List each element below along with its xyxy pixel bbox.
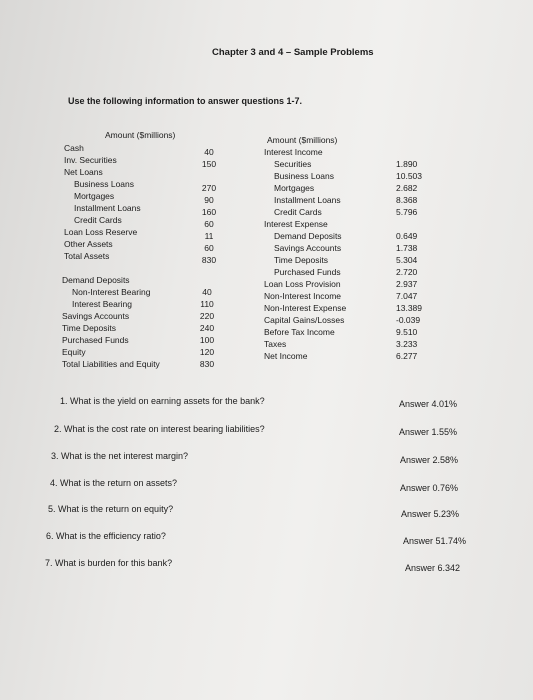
asset-label: Other Assets [64,239,113,249]
income-label: Net Income [264,351,308,361]
asset-value: 11 [204,231,214,241]
asset-value: 40 [204,147,214,157]
income-value: 6.277 [396,351,418,361]
page-title: Chapter 3 and 4 – Sample Problems [212,47,374,58]
income-value: 10.503 [396,171,422,181]
asset-label: Business Loans [74,179,135,189]
income-values [396,146,422,362]
liability-value: 110 [200,299,214,309]
answer-6: Answer 51.74% [403,536,467,546]
answer-3: Answer 2.58% [400,455,459,465]
income-label: Interest Expense [264,219,328,229]
question-1: 1. What is the yield on earning assets for the bank? [60,396,265,406]
income-value: 8.368 [396,195,418,205]
asset-label: Inv. Securities [64,155,117,165]
income-value [396,218,422,230]
income-label: Time Deposits [274,255,329,265]
liability-value [194,274,220,286]
asset-label: Loan Loss Reserve [64,227,138,237]
asset-value [196,170,222,182]
asset-value: 60 [204,219,214,229]
asset-value: 60 [204,243,214,253]
asset-value: 830 [201,255,217,265]
income-label: Securities [274,159,312,169]
assets-values [196,146,222,266]
liability-value: 40 [202,287,212,297]
liability-label: Non-Interest Bearing [72,287,151,297]
asset-label: Cash [64,143,84,153]
asset-value: 160 [201,207,217,217]
instructions: Use the following information to answer questions 1-7. [68,96,303,106]
income-label: Purchased Funds [274,267,341,277]
income-value: 3.233 [396,339,418,349]
asset-value: 90 [204,195,214,205]
income-label: Non-Interest Expense [264,303,347,313]
income-value: -0.039 [396,315,421,325]
income-value: 5.796 [396,207,418,217]
answer-1: Answer 4.01% [399,399,458,409]
asset-label: Installment Loans [74,203,141,213]
income-value: 2.682 [396,183,418,193]
income-label: Before Tax Income [264,327,335,337]
liability-value: 120 [199,347,215,357]
question-3: 3. What is the net interest margin? [51,451,189,461]
income-value: 2.937 [396,279,418,289]
income-label: Demand Deposits [274,231,342,241]
balance-sheet-header: Amount ($millions) [105,130,176,140]
income-labels [264,146,346,362]
liability-value: 220 [199,311,215,321]
income-value: 5.304 [396,255,418,265]
asset-label: Credit Cards [74,215,122,225]
liability-label: Savings Accounts [62,311,130,321]
income-value: 2.720 [396,267,418,277]
liability-label: Interest Bearing [72,299,133,309]
answer-5: Answer 5.23% [401,509,460,519]
question-5: 5. What is the return on equity? [48,504,174,514]
liability-label: Total Liabilities and Equity [62,359,160,369]
income-value: 0.649 [396,231,418,241]
income-label: Taxes [264,339,287,349]
asset-value: 270 [201,183,217,193]
income-label: Savings Accounts [274,243,342,253]
asset-label: Total Assets [64,251,110,261]
assets-labels [64,142,141,262]
income-label: Installment Loans [274,195,341,205]
income-label: Credit Cards [274,207,322,217]
income-label: Capital Gains/Losses [264,315,345,325]
liability-label: Demand Deposits [62,275,130,285]
income-value: 9.510 [396,327,418,337]
liabilities-values [194,274,220,370]
liabilities-labels [62,274,160,370]
answer-4: Answer 0.76% [400,483,459,493]
income-value: 13.389 [396,303,422,313]
question-7: 7. What is burden for this bank? [45,558,173,568]
liability-value: 830 [199,359,215,369]
asset-label: Net Loans [64,167,103,177]
question-4: 4. What is the return on assets? [50,478,178,488]
liability-label: Equity [62,347,86,357]
answer-7: Answer 6.342 [405,563,461,573]
income-statement-header: Amount ($millions) [267,135,338,145]
income-label: Non-Interest Income [264,291,342,301]
income-label: Mortgages [274,183,315,193]
liability-label: Time Deposits [62,323,117,333]
income-label: Business Loans [274,171,335,181]
liability-value: 240 [199,323,215,333]
answer-2: Answer 1.55% [399,427,458,437]
asset-value: 150 [201,159,217,169]
income-value [396,146,422,158]
question-2: 2. What is the cost rate on interest bearing liabilities? [54,424,265,434]
asset-label: Mortgages [74,191,115,201]
liability-value: 100 [199,335,215,345]
income-label: Interest Income [264,147,323,157]
income-value: 1.738 [396,243,418,253]
question-6: 6. What is the efficiency ratio? [46,531,166,541]
income-label: Loan Loss Provision [264,279,341,289]
income-value: 1.890 [396,159,418,169]
liability-label: Purchased Funds [62,335,129,345]
income-value: 7.047 [396,291,418,301]
